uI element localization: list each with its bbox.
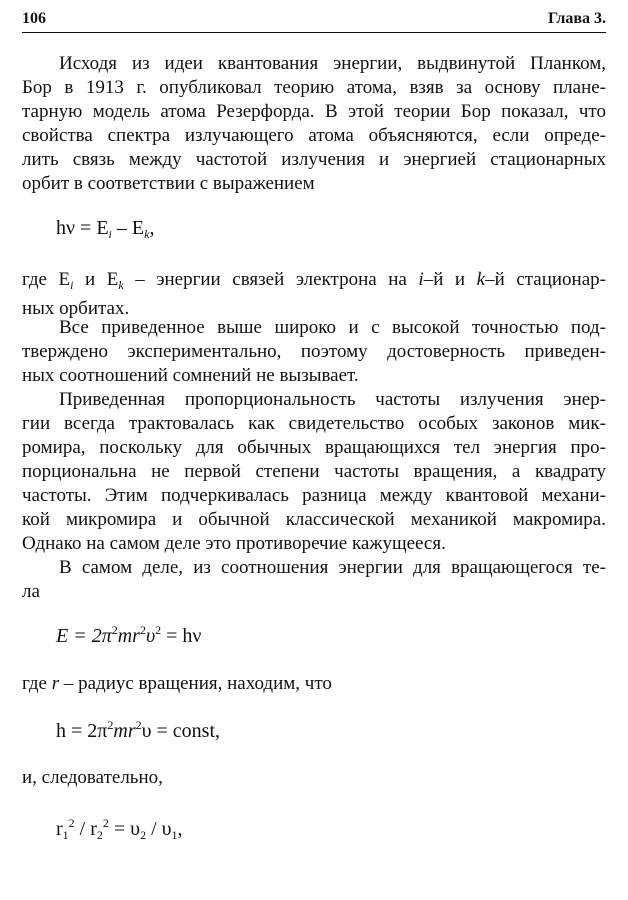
paragraph-experimental-confirmation	[22, 316, 606, 388]
text-line: гии всегда трактовалась как свидетельство особых законов мик-	[22, 413, 606, 434]
formula-radius-ratio: $r_1^2 / r_2^2 = \upsilon_2 / \upsilon_1$,	[56, 816, 183, 842]
text-line: Исходя из идеи квантования энергии, выдвинутой Планком,	[59, 53, 606, 74]
text-line: В самом деле, из соотношения энергии для вращающегося те-	[59, 557, 606, 578]
text-line: частоты. Этим подчеркивалась разница между квантовой механи-	[22, 485, 606, 506]
formula-planck-constant: $h = 2\pi^2mr^2\upsilon$ = const,	[56, 718, 221, 742]
paragraph-radius	[22, 672, 606, 696]
chapter-title: Глава 3.	[548, 10, 606, 27]
text-line: лить связь между частотой излучения и энергией стационарных	[22, 149, 606, 170]
paragraph-proportionality	[22, 388, 606, 556]
page-header	[22, 8, 606, 33]
text-line: орбит в соответствии с выражением	[22, 173, 315, 194]
page-number: 106	[22, 10, 46, 27]
text-line: кой микромира и обычной классической механикой макромира.	[22, 509, 606, 530]
text-line: тарную модель атома Резерфорда. В этой теории Бор показал, что	[22, 101, 606, 122]
text-line: Однако на самом деле это противоречие кажущееся.	[22, 533, 446, 554]
text-line: ных орбитах.	[22, 298, 130, 319]
text-line: свойства спектра излучающего атома объясняются, если опреде-	[22, 125, 606, 146]
text-line: и, следовательно,	[22, 767, 163, 788]
formula-rotational-energy: $E = 2\pi^2mr^2\upsilon^2 = h\nu$	[56, 623, 202, 647]
text-line: где $E_i$ и $E_k$ – энергии связей электрона на i–й и k–й стационар-	[22, 269, 606, 292]
text-line: тверждено экспериментально, поэтому достоверность приведен-	[22, 341, 606, 362]
paragraph-consequently	[22, 766, 606, 790]
text-line: порциональна не первой степени частоты вращения, а квадрату	[22, 461, 606, 482]
text-line: ромира, поскольку для обычных вращающихся тел энергия про-	[22, 437, 606, 458]
text-line: ла	[22, 581, 40, 602]
paragraph-where-energies	[22, 268, 606, 321]
text-line: где r – радиус вращения, находим, что	[22, 673, 332, 694]
text-line: Приведенная пропорциональность частоты излучения энер-	[59, 389, 606, 410]
text-line: ных соотношений сомнений не вызывает.	[22, 365, 359, 386]
text-line: Все приведенное выше широко и с высокой точностью под-	[59, 317, 606, 338]
paragraph-bohr-theory	[22, 52, 606, 196]
text-line: Бор в 1913 г. опубликовал теорию атома, взяв за основу плане-	[22, 77, 606, 98]
formula-energy-difference: $h\nu = E_i - E_k$,	[56, 217, 155, 241]
paragraph-rotating-body	[22, 556, 606, 604]
